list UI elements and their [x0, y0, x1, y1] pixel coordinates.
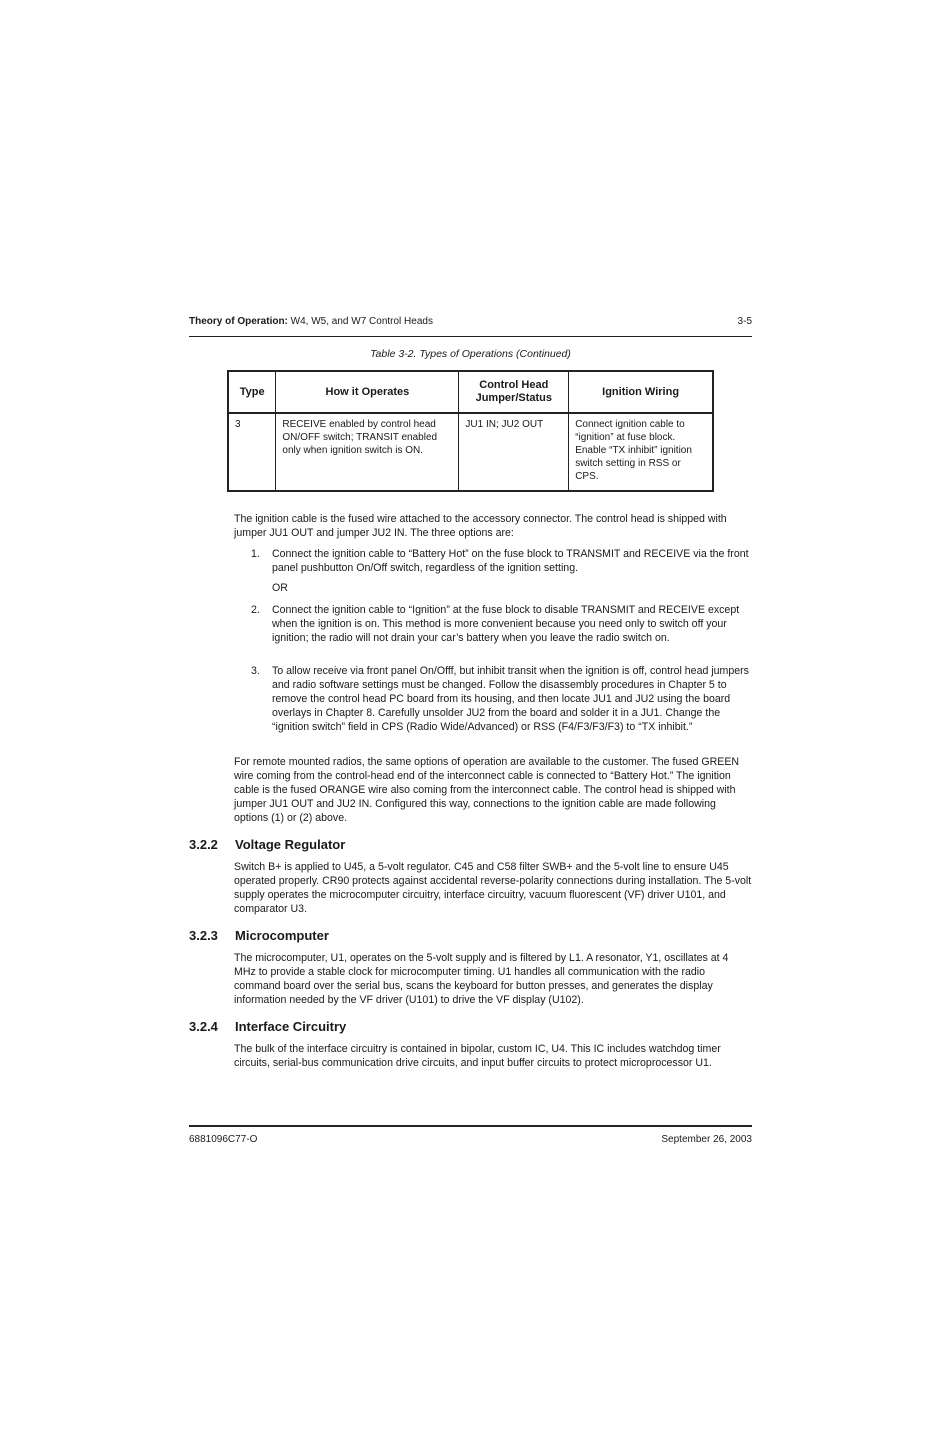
- table-cell: 3: [228, 413, 276, 491]
- table-caption: Table 3-2. Types of Operations (Continued): [370, 348, 571, 360]
- page-footer: [189, 1134, 752, 1145]
- section-paragraph: The bulk of the interface circuitry is contained in bipolar, custom IC, U4. This IC includes watchdog timer circuits, serial-bus communication drive circuits, and input buffer circuits to protect microprocessor U1.: [234, 1043, 721, 1069]
- section-number: 3.2.4: [189, 1019, 218, 1034]
- section-number: 3.2.2: [189, 837, 218, 852]
- section-number: 3.2.3: [189, 928, 218, 943]
- remote-mount-paragraph: For remote mounted radios, the same options of operation are available to the customer. The fused GREEN wire coming from the control-head end of the interconnect cable is connected to “Battery Hot.” The ignition cable is the fused ORANGE wire also coming from the interconnect cable. The control head is shipped with jumper JU1 OUT and JU2 IN. Configured this way, connections to the ignition cable are made following options (1) or (2) above.: [234, 756, 740, 824]
- table-cell: RECEIVE enabled by control head ON/OFF switch; TRANSIT enabled only when ignition switch is ON.: [276, 413, 459, 491]
- section-title: Microcomputer: [235, 928, 329, 943]
- page-header: [189, 316, 752, 327]
- header-title: [189, 316, 433, 327]
- list-item-number: 3.: [251, 665, 260, 677]
- section-title: Interface Circuitry: [235, 1019, 347, 1034]
- table-cell: JU1 IN; JU2 OUT: [459, 413, 569, 491]
- section-paragraph: Switch B+ is applied to U45, a 5-volt regulator. C45 and C58 filter SWB+ and the 5-volt line to ensure U45 operated properly. CR90 protects against accidental reverse-polarity connections during installation. The 5-volt supply operates the microcomputer circuitry, interface circuitry, vacuum fluorescent (VF) driver U101, and comparator U3.: [234, 861, 752, 915]
- table-header-row: [228, 371, 713, 413]
- header-page-number: 3-5: [737, 316, 752, 327]
- table-header-cell: How it Operates: [276, 371, 459, 413]
- or-label: OR: [272, 582, 288, 594]
- list-item-number: 1.: [251, 548, 260, 560]
- footer-date: September 26, 2003: [661, 1134, 752, 1145]
- header-rule: [189, 336, 752, 337]
- footer-rule: [189, 1125, 752, 1127]
- section-heading: [189, 1019, 346, 1034]
- table-row: [228, 413, 713, 491]
- section-title: Voltage Regulator: [235, 837, 346, 852]
- table-header-cell: Control Head Jumper/Status: [459, 371, 569, 413]
- intro-paragraph: The ignition cable is the fused wire attached to the accessory connector. The control head is shipped with jumper JU1 OUT and jumper JU2 IN. The three options are:: [234, 513, 727, 539]
- list-item-number: 2.: [251, 604, 260, 616]
- types-of-operations-table: [227, 370, 714, 492]
- table-cell: Connect ignition cable to “ignition” at fuse block. Enable “TX inhibit” ignition switch setting in RSS or CPS.: [569, 413, 713, 491]
- section-heading: [189, 837, 345, 852]
- header-title-rest: W4, W5, and W7 Control Heads: [287, 316, 433, 327]
- section-heading: [189, 928, 329, 943]
- list-item: [251, 664, 752, 734]
- list-item-text: To allow receive via front panel On/Offf, but inhibit transit when the ignition is off, control head jumpers and radio software settings must be changed. Follow the disassembly procedures in Chapter 5 to remove the control head PC board from its housing, and then locate JU1 and JU2 using the board overlays in Chapter 8. Carefully unsolder JU2 from the board and solder it in a JU1. Change the “ignition switch” field in CPS (Radio Wide/Advanced) or RSS (F4/F3/F3/F3) to “TX inhibit.”: [272, 665, 749, 733]
- list-item: [251, 547, 752, 575]
- section-paragraph: The microcomputer, U1, operates on the 5-volt supply and is filtered by L1. A resonator, Y1, oscillates at 4 MHz to provide a stable clock for microcomputer timing. U1 handles all communication with the radio command board over the serial bus, scans the keyboard for button presses, and generates the display information needed by the VF driver (U101) to drive the VF display (U102).: [234, 952, 729, 1006]
- footer-doc-number: 6881096C77-O: [189, 1134, 258, 1145]
- table-header-cell: Ignition Wiring: [569, 371, 713, 413]
- table-header-cell: Type: [228, 371, 276, 413]
- list-item: [251, 603, 752, 645]
- header-title-bold: Theory of Operation:: [189, 316, 288, 327]
- list-item-text: Connect the ignition cable to “Battery Hot” on the fuse block to TRANSMIT and RECEIVE via the front panel pushbutton On/Off switch, regardless of the ignition setting.: [272, 548, 749, 574]
- list-item-text: Connect the ignition cable to “Ignition” at the fuse block to disable TRANSMIT and RECEIVE except when the ignition is on. This method is more convenient because you need only to switch off your ignition; the radio will not drain your car’s battery when you leave the radio switch on.: [272, 604, 740, 644]
